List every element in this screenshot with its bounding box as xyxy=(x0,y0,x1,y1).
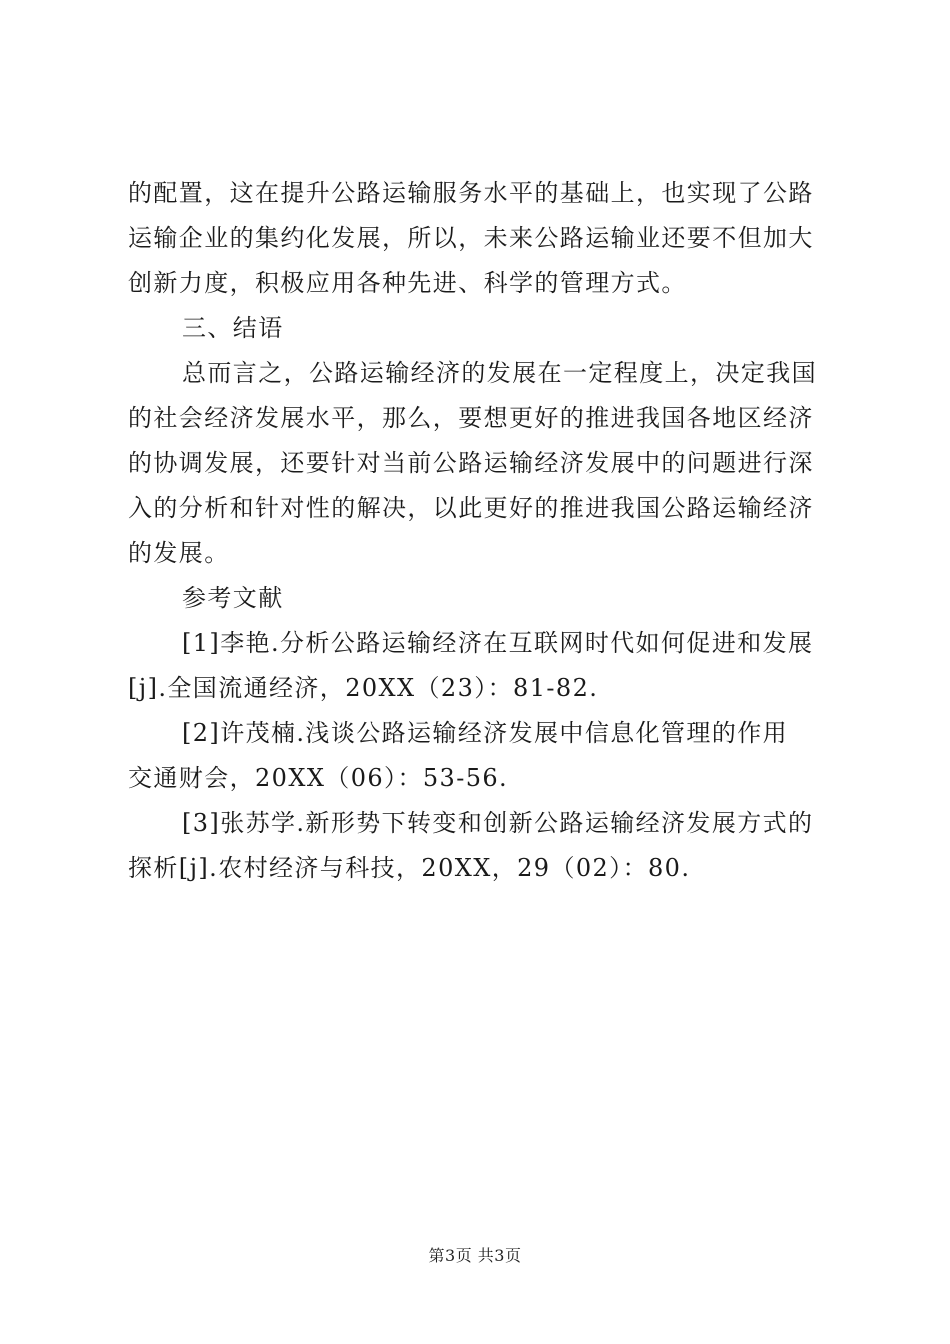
paragraph-line: 运输企业的集约化发展，所以，未来公路运输业还要不但加大 xyxy=(128,224,814,252)
page-footer xyxy=(0,1243,950,1266)
paragraph-line: 总而言之，公路运输经济的发展在一定程度上，决定我国 xyxy=(182,359,817,387)
paragraph-line: 入的分析和针对性的解决，以此更好的推进我国公路运输经济 xyxy=(128,494,814,522)
reference-line: [1]李艳.分析公路运输经济在互联网时代如何促进和发展 xyxy=(182,629,814,657)
references-heading: 参考文献 xyxy=(182,584,284,612)
reference-line: [3]张苏学.新形势下转变和创新公路运输经济发展方式的 xyxy=(182,809,814,837)
paragraph-line: 的发展。 xyxy=(128,539,230,567)
page-indicator: 第3页 共3页 xyxy=(428,1246,522,1265)
reference-line: [2]许茂楠.浅谈公路运输经济发展中信息化管理的作用 xyxy=(182,719,789,747)
document-body xyxy=(128,171,834,891)
reference-line: 探析[j].农村经济与科技，20XX，29（02）：80. xyxy=(128,854,691,882)
section-heading: 三、结语 xyxy=(182,314,284,342)
paragraph-line: 创新力度，积极应用各种先进、科学的管理方式。 xyxy=(128,269,687,297)
reference-line: 交通财会，20XX（06）：53-56. xyxy=(128,764,509,792)
paragraph-line: 的协调发展，还要针对当前公路运输经济发展中的问题进行深 xyxy=(128,449,814,477)
paragraph-line: 的配置，这在提升公路运输服务水平的基础上，也实现了公路 xyxy=(128,179,814,207)
paragraph-line: 的社会经济发展水平，那么，要想更好的推进我国各地区经济 xyxy=(128,404,814,432)
reference-line: [j].全国流通经济，20XX（23）：81-82. xyxy=(128,674,599,702)
